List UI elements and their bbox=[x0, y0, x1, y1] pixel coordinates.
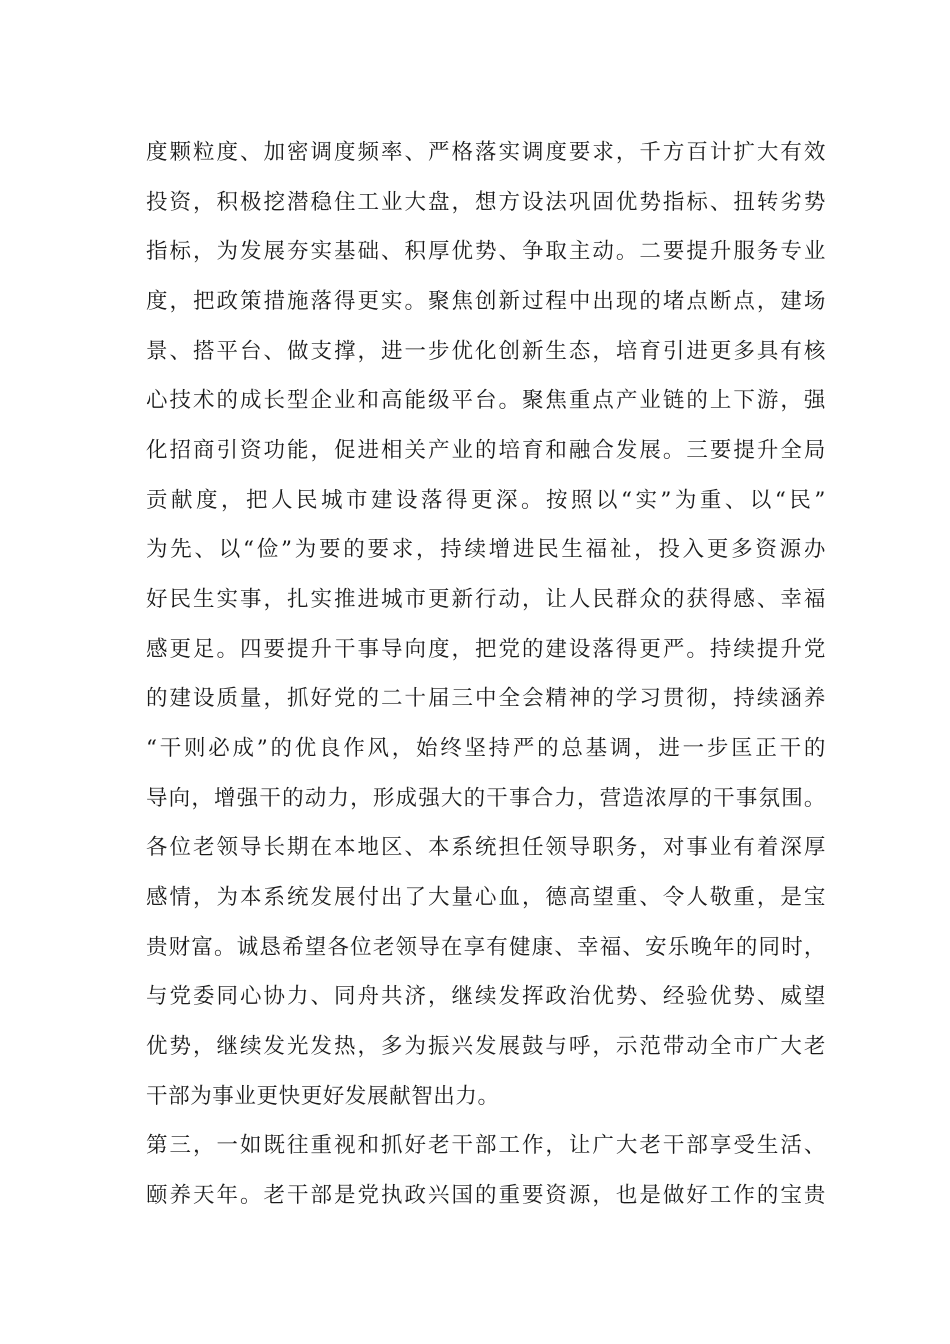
text-line-1: 度颗粒度、加密调度频率、严格落实调度要求，千方百计扩大有效 bbox=[146, 140, 826, 165]
text-line-13: “干则必成”的优良作风，始终坚持严的总基调，进一步匡正干的 bbox=[146, 736, 826, 761]
text-line-19: 优势，继续发光发热，多为振兴发展鼓与呼，示范带动全市广大老 bbox=[146, 1034, 826, 1059]
text-line-3: 指标，为发展夯实基础、积厚优势、争取主动。二要提升服务专业 bbox=[146, 239, 826, 264]
text-line-15: 各位老领导长期在本地区、本系统担任领导职务，对事业有着深厚 bbox=[146, 835, 826, 860]
text-line-16: 感情，为本系统发展付出了大量心血，德高望重、令人敬重，是宝 bbox=[146, 885, 826, 910]
text-line-11: 感更足。四要提升干事导向度，把党的建设落得更严。持续提升党 bbox=[146, 637, 826, 662]
text-line-5: 景、搭平台、做支撑，进一步优化创新生态，培育引进更多具有核 bbox=[146, 339, 826, 364]
text-line-4: 度，把政策措施落得更实。聚焦创新过程中出现的堵点断点，建场 bbox=[146, 289, 826, 314]
text-line-18: 与党委同心协力、同舟共济，继续发挥政治优势、经验优势、威望 bbox=[146, 984, 826, 1009]
text-line-22: 颐养天年。老干部是党执政兴国的重要资源，也是做好工作的宝贵 bbox=[146, 1183, 826, 1208]
text-line-20: 干部为事业更快更好发展献智出力。 bbox=[146, 1084, 500, 1109]
text-line-6: 心技术的成长型企业和高能级平台。聚焦重点产业链的上下游，强 bbox=[146, 388, 826, 413]
text-line-21: 第三，一如既往重视和抓好老干部工作，让广大老干部享受生活、 bbox=[146, 1133, 826, 1158]
text-line-8: 贡献度，把人民城市建设落得更深。按照以“实”为重、以“民” bbox=[146, 488, 826, 513]
text-line-17: 贵财富。诚恳希望各位老领导在享有健康、幸福、安乐晚年的同时， bbox=[146, 935, 826, 960]
text-line-2: 投资，积极挖潜稳住工业大盘，想方设法巩固优势指标、扭转劣势 bbox=[146, 190, 826, 215]
text-line-12: 的建设质量，抓好党的二十届三中全会精神的学习贯彻，持续涵养 bbox=[146, 686, 826, 711]
text-line-9: 为先、以“俭”为要的要求，持续增进民生福祉，投入更多资源办 bbox=[146, 537, 826, 562]
text-line-10: 好民生实事，扎实推进城市更新行动，让人民群众的获得感、幸福 bbox=[146, 587, 826, 612]
text-line-14: 导向，增强干的动力，形成强大的干事合力，营造浓厚的干事氛围。 bbox=[146, 786, 826, 811]
text-line-7: 化招商引资功能，促进相关产业的培育和融合发展。三要提升全局 bbox=[146, 438, 826, 463]
